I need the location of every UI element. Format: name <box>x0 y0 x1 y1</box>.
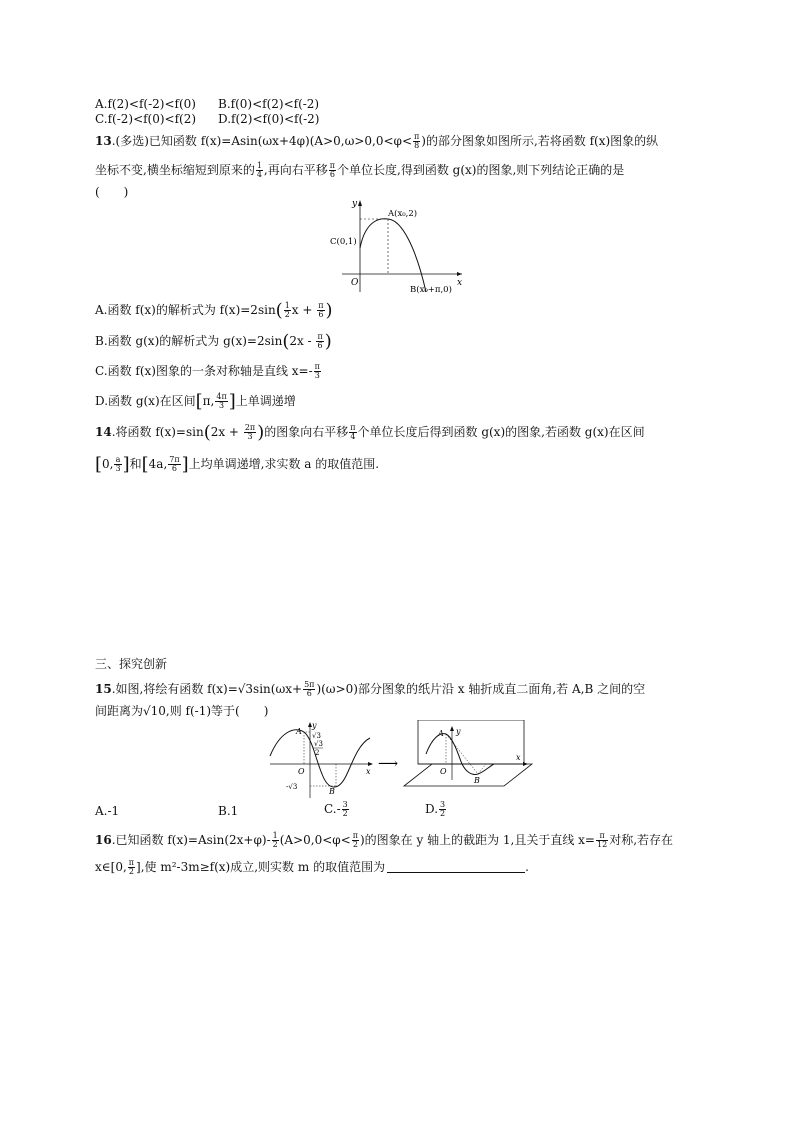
y-axis-label: y <box>352 199 358 209</box>
sqrt3-half-num: √3 <box>314 740 323 748</box>
y-axis-label: y <box>312 721 317 730</box>
q15-stem-line1: 15.如图,将绘有函数 f(x)=√3sin(ωx+ $\frac{5\pi}{6}$ )(ω>0)部分图象的纸片沿 x 轴折成直二面角,若 A,B 之间的空 <box>95 680 646 698</box>
fraction: $\frac{\pi}{8}$ <box>414 132 420 150</box>
q14-stem-line2: [0, $\frac{a}{3}$ ]和[4a, $\frac{7\pi}{6}$ ]上均单调递增,求实数 a 的取值范围. <box>95 454 380 475</box>
answer-blank[interactable] <box>387 860 525 873</box>
neg-sqrt3-label: -√3 <box>286 783 298 791</box>
q15-option-c: C.- $\frac{3}{2}$ <box>324 800 348 818</box>
point-b-label: B <box>329 787 335 796</box>
q15-option-b: B.1 <box>218 804 239 818</box>
q16-stem-line1: 16.已知函数 f(x)=Asin(2x+φ)- $\frac{1}{2}$ (A>0,0<φ< $\frac{\pi}{2}$ )的图象在 y 轴上的截距为 1,且关于直线 x= $\frac{\pi}{12}$ 对称,若存在 <box>95 831 674 849</box>
point-b-3d-label: B <box>474 776 480 785</box>
q13-stem-line2: 坐标不变,横坐标缩短到原来的 $\frac{1}{4}$ ,再向右平移 $\frac{\pi}{6}$ 个单位长度,得到函数 g(x)的图象,则下列结论正确的是 <box>95 161 625 179</box>
q13-graph <box>330 196 470 296</box>
point-b-label: B(x₀+π,0) <box>410 285 452 295</box>
q15-option-d: D. $\frac{3}{2}$ <box>425 800 446 818</box>
q13-text: .(多选)已知函数 f(x)=Asin(ωx+4φ)(A>0,ω>0,0<φ< <box>111 134 413 148</box>
q12-option-d: D.f(2)<f(0)<f(-2) <box>218 112 320 126</box>
x-axis-label: x <box>366 767 371 776</box>
q15-figure <box>266 720 536 800</box>
q15-stem-line2: 间距离为√10,则 f(-1)等于( ) <box>95 704 269 718</box>
q12-option-a: A.f(2)<f(-2)<f(0) <box>95 97 196 111</box>
x-axis-3d-label: x <box>516 753 521 762</box>
q16-number: 16 <box>95 833 112 847</box>
fold-arrow: ⟶ <box>378 756 399 772</box>
x-axis-label: x <box>457 278 463 288</box>
q14-stem-line1: 14.将函数 f(x)=sin(2x + $\frac{2\pi}{3}$ )的图象向右平移 $\frac{\pi}{4}$ 个单位长度后得到函数 g(x)的图象,若函数 g(x)在区间 <box>95 422 645 443</box>
q15-number: 15 <box>95 682 112 696</box>
q13-answer-paren: ( ) <box>95 185 129 199</box>
origin-label: O <box>351 278 359 288</box>
y-axis-3d-label: y <box>456 727 461 736</box>
point-a-label: A(x₀,2) <box>388 209 418 219</box>
q13-stem-line1 <box>95 133 658 150</box>
q16-stem-line2: x∈[0, $\frac{\pi}{2}$ ],使 m²-3m≥f(x)成立,则实数 m 的取值范围为 . <box>95 858 529 876</box>
q12-option-b: B.f(0)<f(2)<f(-2) <box>218 97 320 111</box>
point-c-label: C(0,1) <box>330 237 357 247</box>
q13-number: 13 <box>95 134 112 148</box>
q13-text: )的部分图象如图所示,若将函数 f(x)图象的纵 <box>421 134 659 148</box>
q13-option-d: D.函数 g(x)在区间[π, $\frac{4\pi}{3}$ ]上单调递增 <box>95 391 296 412</box>
q15-option-a: A.-1 <box>95 804 120 818</box>
origin-3d-label: O <box>440 767 447 776</box>
q12-option-c: C.f(-2)<f(0)<f(2) <box>95 112 197 126</box>
section-heading: 三、探究创新 <box>95 657 168 671</box>
sqrt3-label: √3 <box>312 732 321 740</box>
point-a-label: A <box>296 727 302 736</box>
q14-number: 14 <box>95 425 112 439</box>
point-a-3d-label: A <box>438 729 444 738</box>
origin-label: O <box>298 767 305 776</box>
q13-option-a: A.函数 f(x)的解析式为 f(x)=2sin( $\frac{1}{2}$ x + $\frac{\pi}{6}$ ) <box>95 300 333 321</box>
sqrt3-half-den: 2 <box>315 749 320 757</box>
q13-option-c: C.函数 f(x)图象的一条对称轴是直线 x=- $\frac{\pi}{3}$ <box>95 362 320 380</box>
q13-option-b: B.函数 g(x)的解析式为 g(x)=2sin(2x - $\frac{\pi}{6}$ ) <box>95 331 332 352</box>
